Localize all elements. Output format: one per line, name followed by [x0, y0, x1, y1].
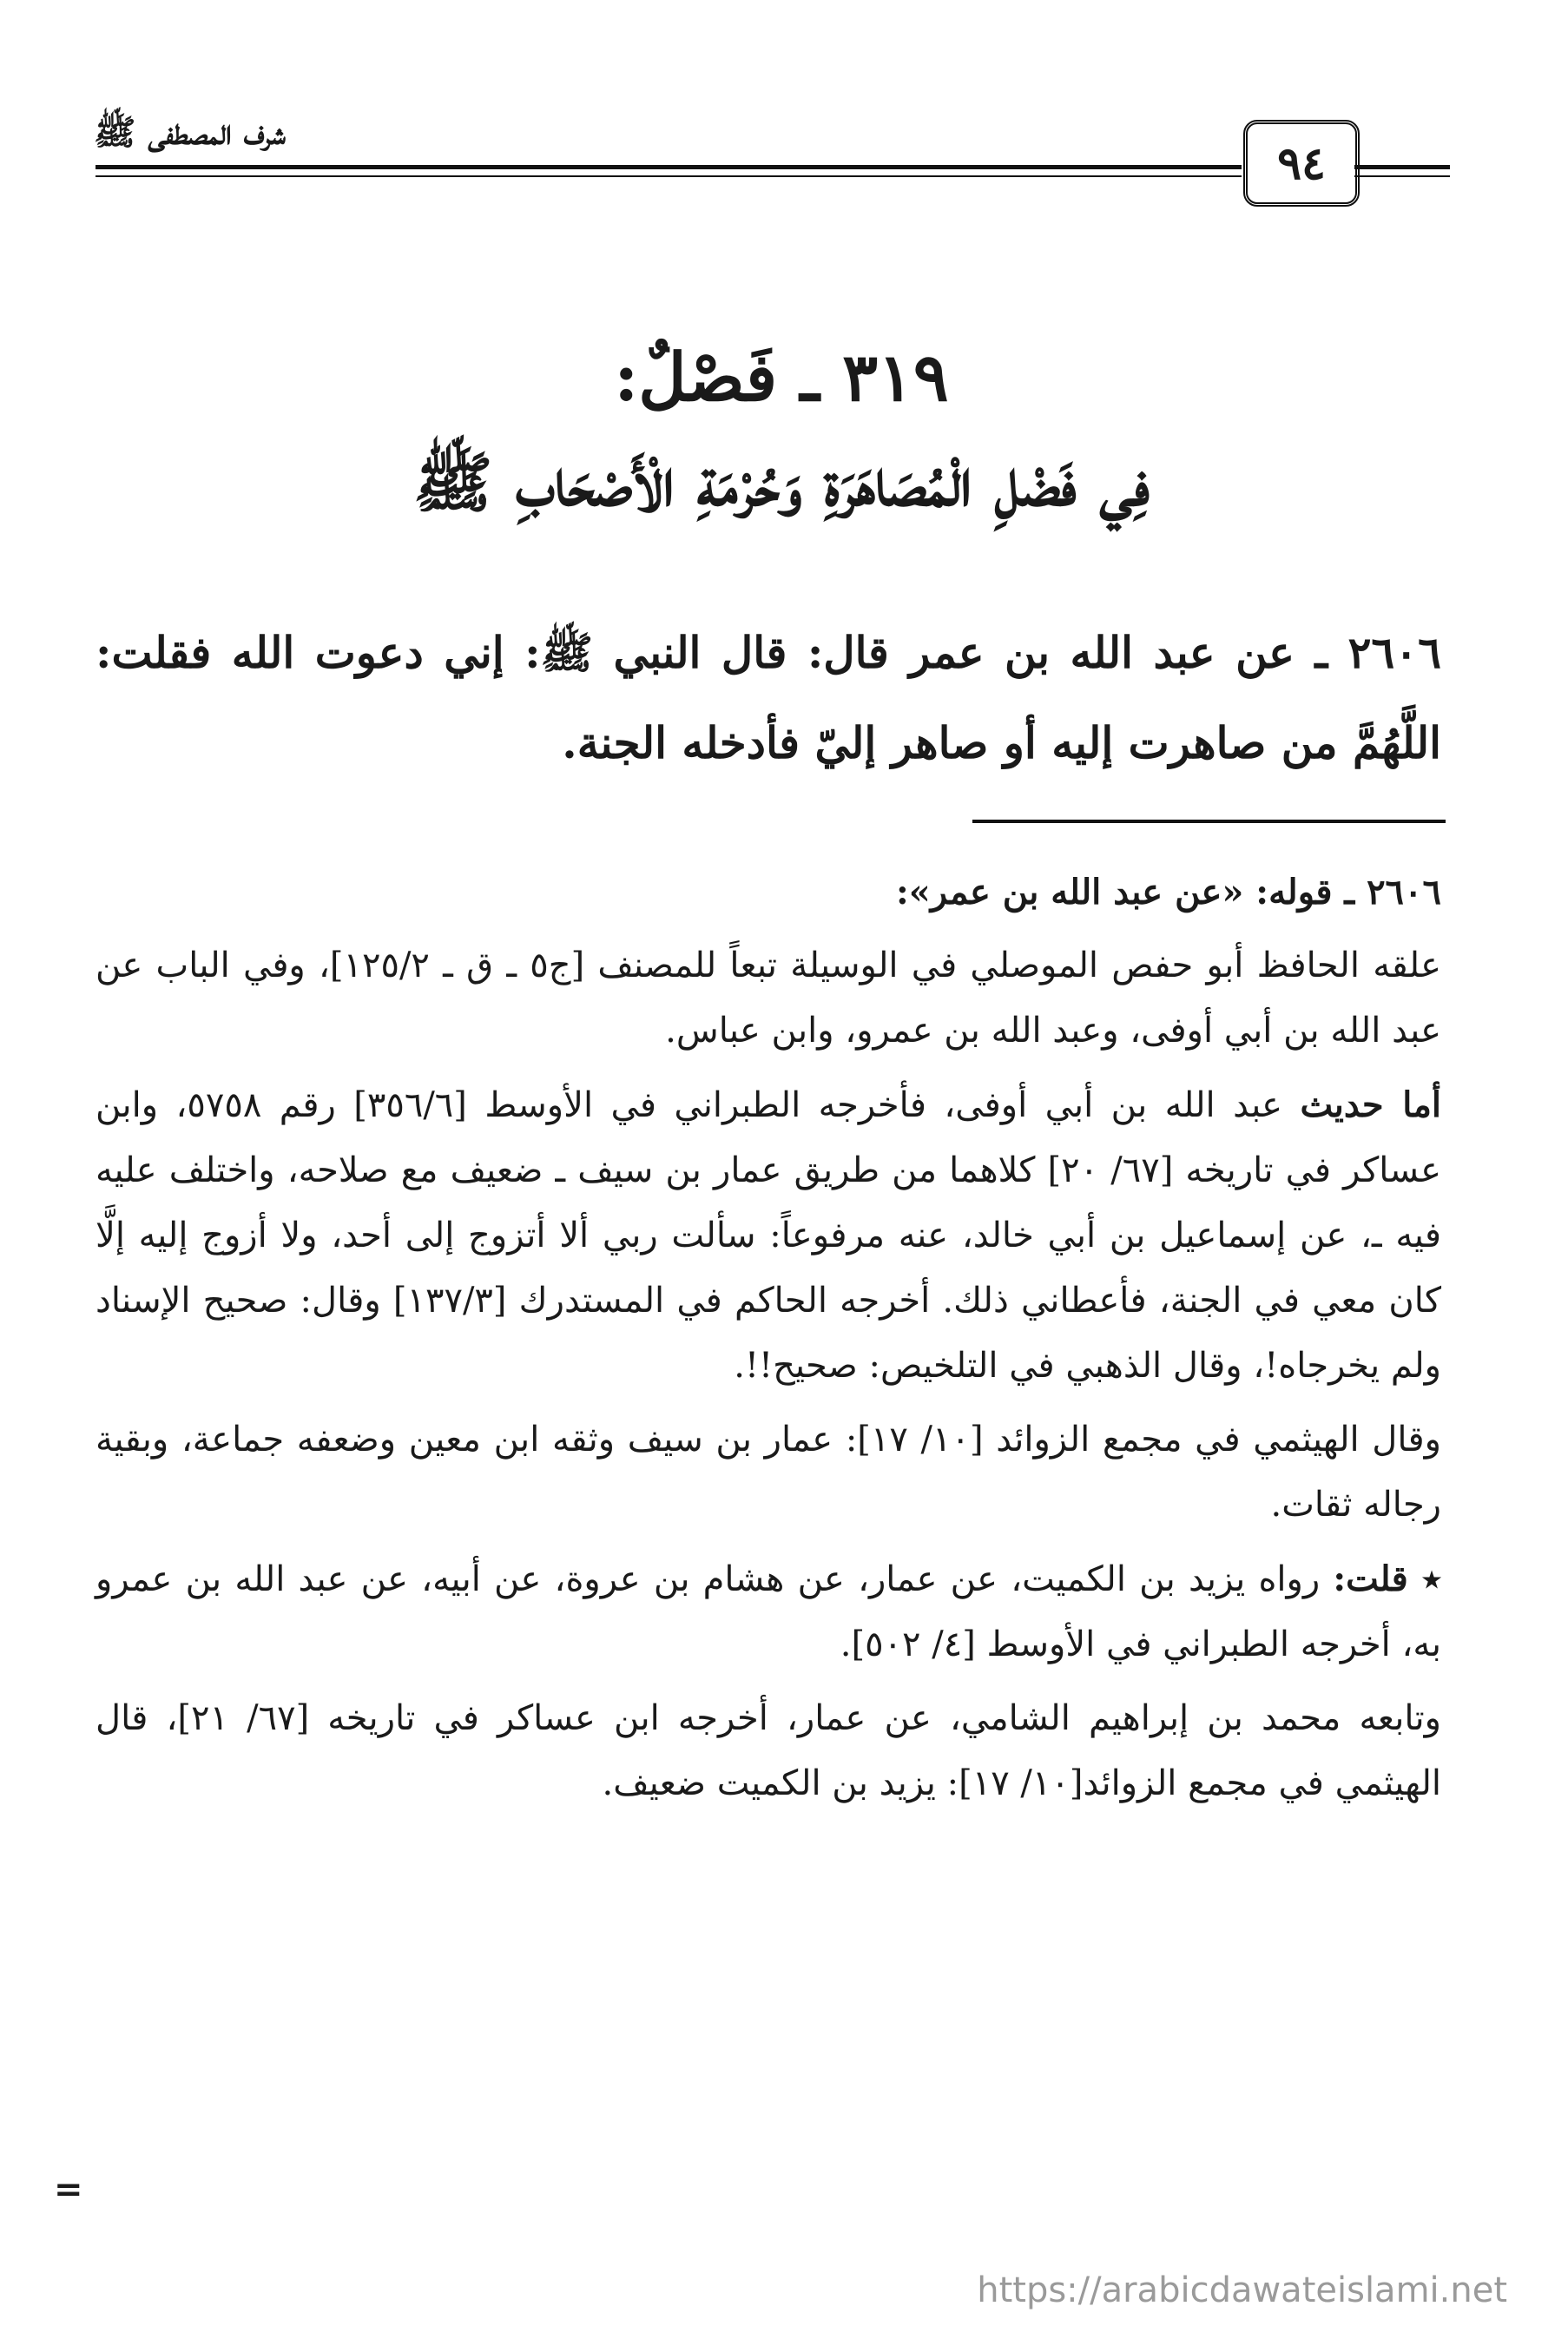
header-rule-thick [96, 165, 1242, 169]
commentary-paragraph: وتابعه محمد بن إبراهيم الشامي، عن عمار، أخرجه ابن عساكر في تاريخه [٦٧/ ٢١]، قال الهيثمي في مجمع الزوائد[١٠/ ١٧]: يزيد بن الكميت ضعيف. [96, 1698, 1441, 1803]
commentary-paragraph [96, 1546, 1441, 1677]
paragraph-lead: ٭ قلت: [1333, 1558, 1441, 1599]
header-rule-thin-right [1354, 175, 1450, 177]
watermark-link[interactable]: https://arabicdawateislami.net [977, 2270, 1507, 2310]
running-header-title: شرف المصطفى ﷺ [94, 112, 286, 153]
hadith-text: ٢٦٠٦ ـ عن عبد الله بن عمر قال: قال النبي ﷺ: إني دعوت الله فقلت: اللَّهُمَّ من صاهرت إليه أو صاهر إليّ فأدخله الجنة. [96, 627, 1441, 768]
commentary-paragraph [96, 1072, 1441, 1399]
paragraph-body: عبد الله بن أبي أوفى، فأخرجه الطبراني في الأوسط [٣٥٦/٦] رقم ٥٧٥٨، وابن عساكر في تاريخه [٦٧/ ٢٠] كلاهما من طريق عمار بن سيف ـ ضعيف مع صلاحه، واختلف عليه فيه ـ، عن إسماعيل بن أبي خالد، عنه مرفوعاً: سألت ربي ألا أتزوج إلى أحد، ولا أزوج إليه إلَّا كان معي في الجنة، فأعطاني ذلك. أخرجه الحاكم في المستدرك [١٣٧/٣] وقال: صحيح الإسناد ولم يخرجاه!، وقال الذهبي في التلخيص: صحيح!!. [96, 1085, 1441, 1386]
commentary-paragraph: وقال الهيثمي في مجمع الزوائد [١٠/ ١٧]: عمار بن سيف وثقه ابن معين وضعفه جماعة، وبقية رجاله ثقات. [96, 1420, 1441, 1525]
commentary [96, 860, 1441, 1825]
header-rule-thin [96, 175, 1242, 177]
footnote-divider [972, 820, 1446, 823]
commentary-paragraph: علقه الحافظ أبو حفص الموصلي في الوسيلة تبعاً للمصنف [ج٥ ـ ق ـ ١٢٥/٢]، وفي الباب عن عبد الله بن أبي أوفى، وعبد الله بن عمرو، وابن عباس. [96, 946, 1441, 1051]
commentary-heading: ٢٦٠٦ ـ قوله: «عن عبد الله بن عمر»: [896, 872, 1441, 913]
header-rule-thick-right [1354, 165, 1450, 169]
continuation-mark: = [54, 2169, 83, 2210]
chapter-title: فِي فَضْلِ الْمُصَاهَرَةِ وَحُرْمَةِ الْأَصْحَابِ ﷺ [412, 444, 1150, 521]
page-number: ٩٤ [1243, 120, 1360, 207]
paragraph-body: رواه يزيد بن الكميت، عن عمار، عن هشام بن عروة، عن أبيه، عن عبد الله بن عمرو به، أخرجه الطبراني في الأوسط [٤/ ٥٠٢]. [96, 1559, 1441, 1664]
chapter-number: ٣١٩ ـ فَصْلٌ: [614, 339, 949, 416]
paragraph-lead: أما حديث [1300, 1084, 1442, 1125]
